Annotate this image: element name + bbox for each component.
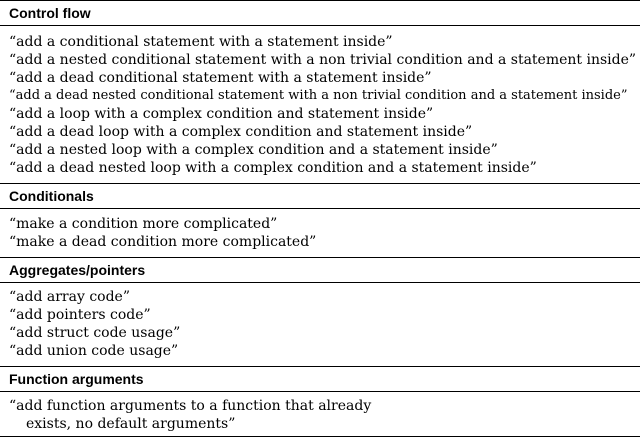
table-row: “add a loop with a complex condition and statement inside” bbox=[9, 106, 434, 122]
table-row: “add a dead nested loop with a complex condition and a statement inside” bbox=[9, 160, 537, 176]
table-row: “add a nested loop with a complex condition and a statement inside” bbox=[9, 142, 498, 158]
table-row: “add array code” bbox=[9, 289, 130, 305]
table-row: “add a dead nested conditional statement with a non trivial condition and a statement inside” bbox=[9, 88, 628, 103]
table-row: “add function arguments to a function that already bbox=[9, 398, 372, 414]
table-row: “make a condition more complicated” bbox=[9, 216, 278, 232]
table-row: “add a nested conditional statement with a non trivial condition and a statement inside” bbox=[9, 52, 637, 68]
table-row: “add a conditional statement with a statement inside” bbox=[9, 34, 393, 50]
table-row: “add union code usage” bbox=[9, 343, 179, 359]
section-header-function-arguments: Function arguments bbox=[0, 367, 640, 392]
section-header-aggregates-pointers: Aggregates/pointers bbox=[0, 258, 640, 283]
table-row: “add pointers code” bbox=[9, 307, 151, 323]
table-row: “add struct code usage” bbox=[9, 325, 181, 341]
table-row: “make a dead condition more complicated” bbox=[9, 234, 317, 250]
table-row: “add a dead conditional statement with a statement inside” bbox=[9, 70, 432, 86]
section-header-conditionals: Conditionals bbox=[0, 184, 640, 209]
section-header-control-flow: Control flow bbox=[0, 1, 640, 26]
table-row-continuation: exists, no default arguments” bbox=[26, 416, 236, 432]
table-row: “add a dead loop with a complex condition and statement inside” bbox=[9, 124, 473, 140]
